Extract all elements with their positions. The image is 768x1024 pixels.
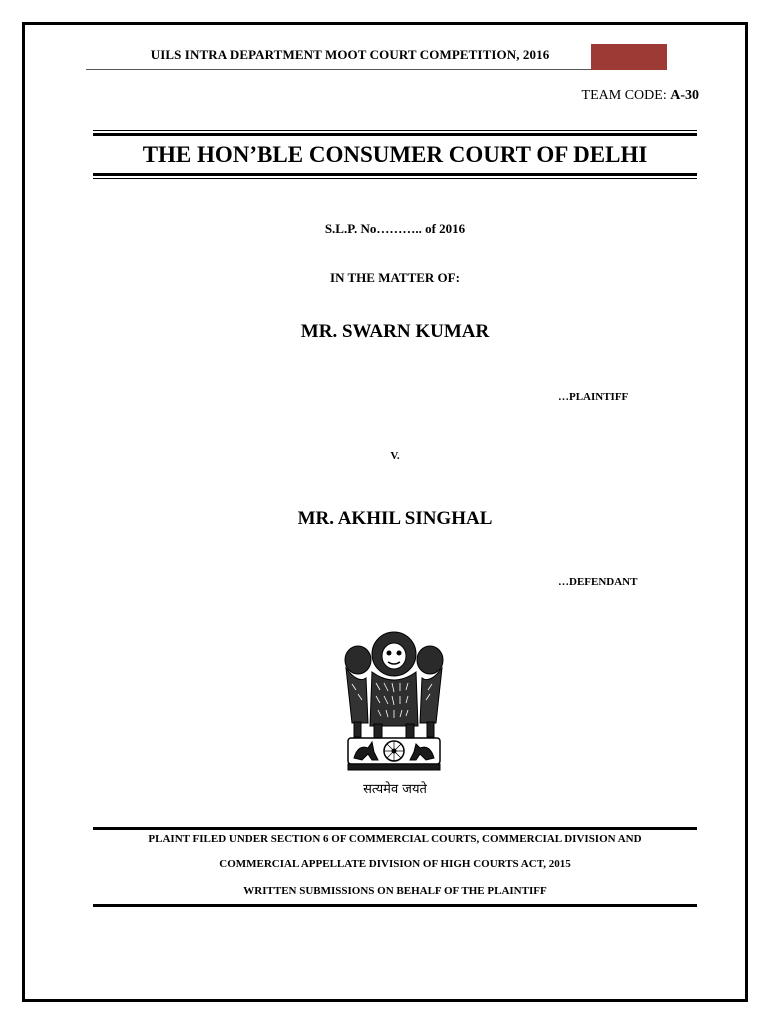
slp-number: S.L.P. No……….. of 2016: [324, 221, 466, 236]
footer-rule-top: [93, 827, 697, 830]
footer-rule-bottom: [93, 904, 697, 907]
defendant-name: MR. AKHIL SINGHAL: [297, 508, 493, 529]
footer-line-3: WRITTEN SUBMISSIONS ON BEHALF OF THE PLAINTIFF: [243, 885, 547, 897]
title-rule-top-thick: [93, 133, 697, 136]
court-title: THE HON’BLE CONSUMER COURT OF DELHI: [142, 142, 648, 167]
national-emblem-icon: [338, 628, 450, 778]
competition-header: UILS INTRA DEPARTMENT MOOT COURT COMPETITION, 2016: [150, 47, 550, 62]
plaintiff-role: …PLAINTIFF: [558, 391, 629, 403]
team-code-label: TEAM CODE:: [581, 88, 667, 103]
title-rule-bottom-thin: [93, 178, 697, 179]
footer-line-1: PLAINT FILED UNDER SECTION 6 OF COMMERCIAL COURTS, COMMERCIAL DIVISION AND: [148, 833, 642, 845]
team-code: [582, 88, 699, 104]
plaintiff-name: MR. SWARN KUMAR: [300, 321, 490, 342]
defendant-role: …DEFENDANT: [558, 576, 638, 588]
title-rule-bottom-thick: [93, 173, 697, 176]
footer-line-2: COMMERCIAL APPELLATE DIVISION OF HIGH COURTS ACT, 2015: [219, 858, 571, 870]
in-the-matter-of: IN THE MATTER OF:: [330, 270, 460, 285]
versus: V.: [390, 450, 400, 462]
header-divider: [86, 69, 591, 70]
emblem-motto: सत्यमेव जयते: [363, 782, 427, 797]
team-code-value: A-30: [670, 88, 699, 103]
header-color-block: [591, 44, 667, 70]
title-rule-top-thin: [93, 130, 697, 131]
